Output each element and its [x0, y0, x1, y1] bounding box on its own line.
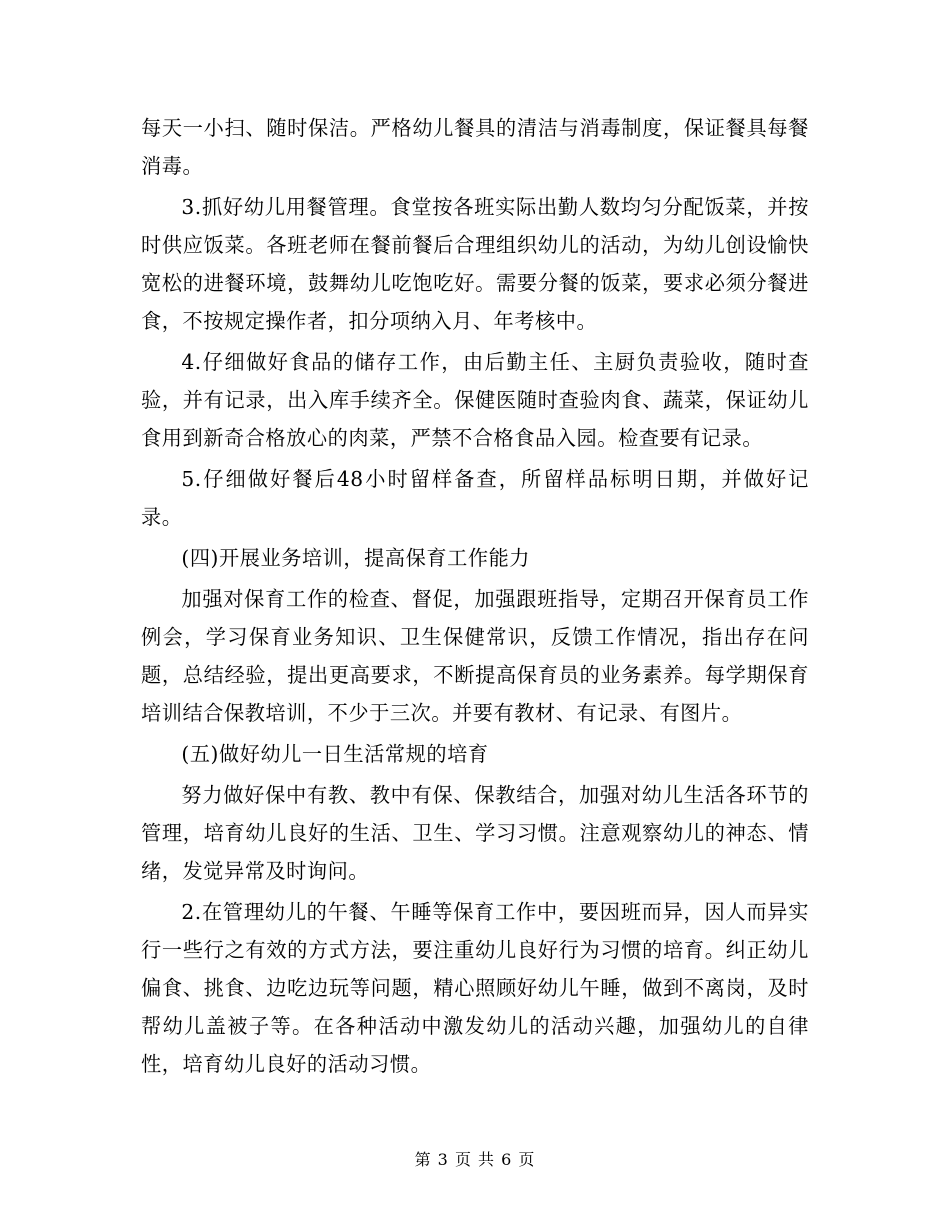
- section-heading: (五)做好幼儿一日生活常规的培育: [181, 742, 489, 766]
- document-body: [141, 109, 809, 1086]
- section-heading: (四)开展业务培训，提高保育工作能力: [181, 546, 531, 570]
- paragraph: 4.仔细做好食品的储存工作，由后勤主任、主厨负责验收，随时查验，并有记录，出入库手续齐全。保健医随时查验肉食、蔬菜，保证幼儿食用到新奇合格放心的肉菜，严禁不合格食品入园。检查要有记录。: [141, 350, 809, 450]
- paragraph: 5.仔细做好餐后48小时留样备查，所留样品标明日期，并做好记录。: [141, 467, 809, 529]
- paragraph: 3.抓好幼儿用餐管理。食堂按各班实际出勤人数均匀分配饭菜，并按时供应饭菜。各班老师在餐前餐后合理组织幼儿的活动，为幼儿创设愉快宽松的进餐环境，鼓舞幼儿吃饱吃好。需要分餐的饭菜，要求必须分餐进食，不按规定操作者，扣分项纳入月、年考核中。: [141, 195, 809, 333]
- paragraph: 每天一小扫、随时保洁。严格幼儿餐具的清洁与消毒制度，保证餐具每餐消毒。: [141, 116, 809, 178]
- page-number-footer: 第 3 页 共 6 页: [414, 1150, 536, 1169]
- paragraph: 2.在管理幼儿的午餐、午睡等保育工作中，要因班而异，因人而异实行一些行之有效的方式方法，要注重幼儿良好行为习惯的培育。纠正幼儿偏食、挑食、边吃边玩等问题，精心照顾好幼儿午睡，做到不离岗，及时帮幼儿盖被子等。在各种活动中激发幼儿的活动兴趣，加强幼儿的自律性，培育幼儿良好的活动习惯。: [141, 900, 809, 1076]
- paragraph: 加强对保育工作的检查、督促，加强跟班指导，定期召开保育员工作例会，学习保育业务知识、卫生保健常识，反馈工作情况，指出存在问题，总结经验，提出更高要求，不断提高保育员的业务素养。每学期保育培训结合保教培训，不少于三次。并要有教材、有记录、有图片。: [141, 587, 809, 725]
- paragraph: 努力做好保中有教、教中有保、保教结合，加强对幼儿生活各环节的管理，培育幼儿良好的生活、卫生、学习习惯。注意观察幼儿的神态、情绪，发觉异常及时询问。: [141, 783, 809, 883]
